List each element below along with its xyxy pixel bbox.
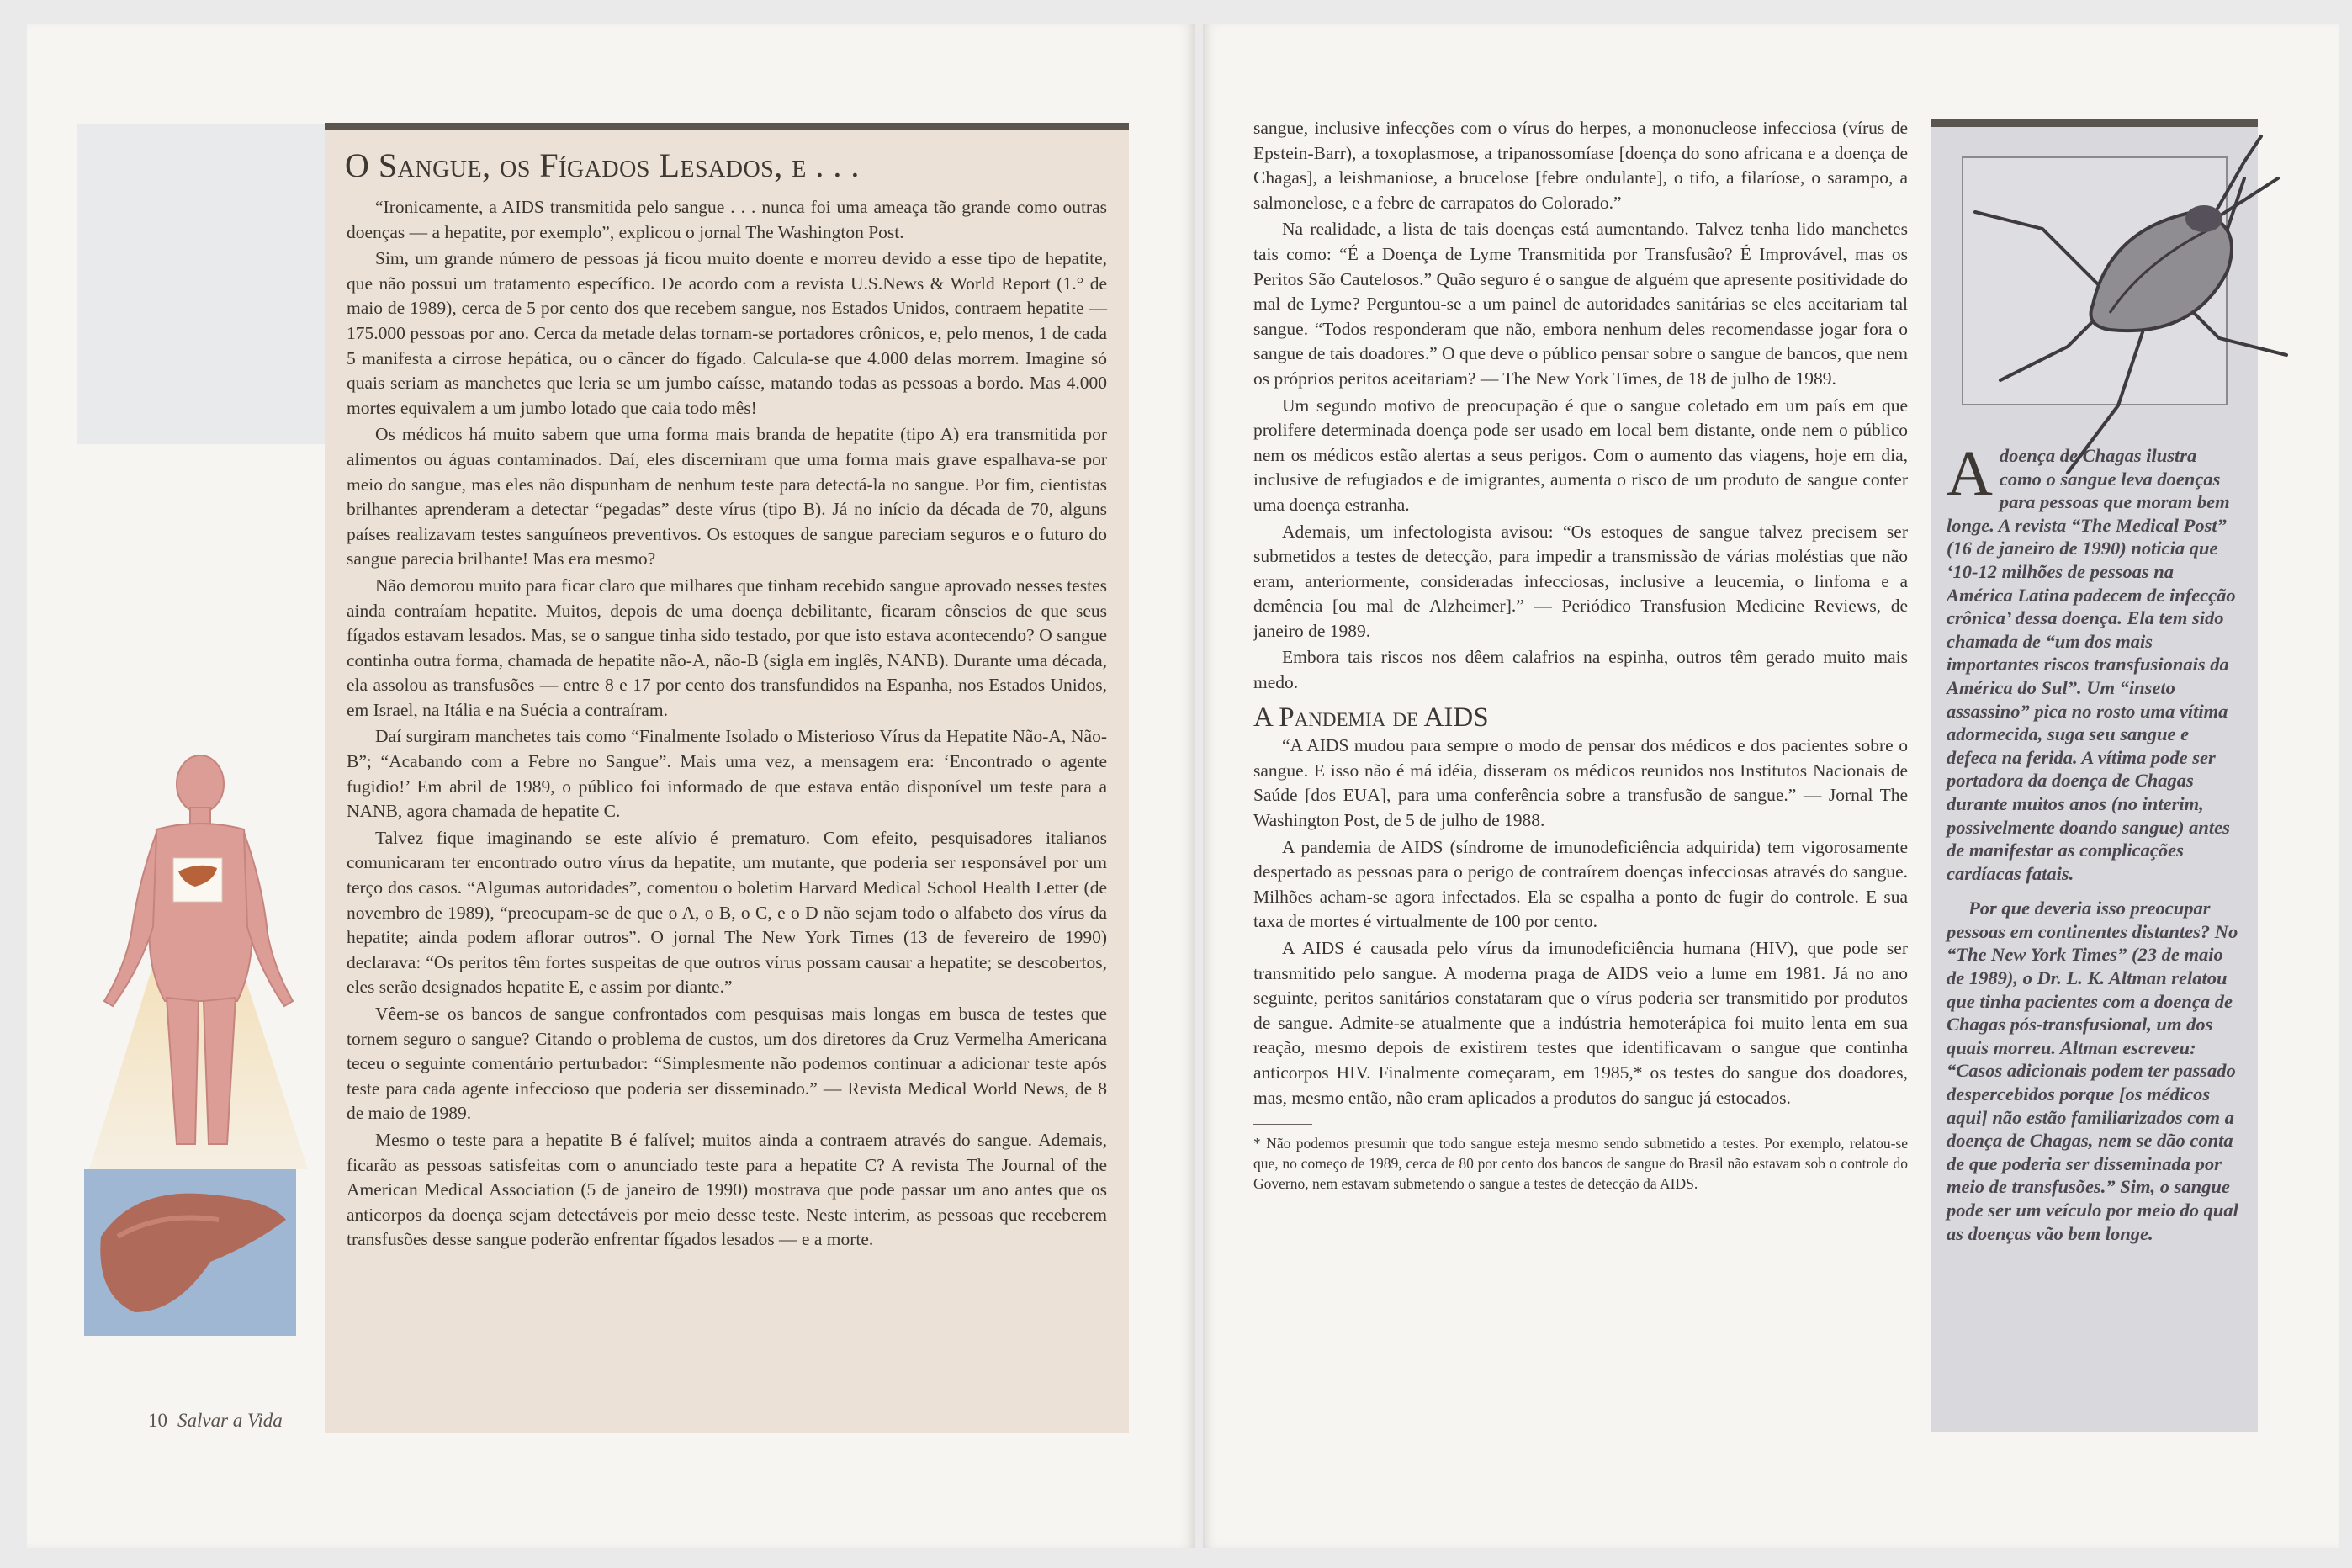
drop-cap: A — [1947, 438, 1993, 509]
body-paragraph: Embora tais riscos nos dêem calafrios na espinha, outros têm gerado muito mais medo. — [1253, 647, 1908, 693]
insect-illustration-frame — [1962, 156, 2228, 405]
sidebar-caption-1: doença de Chagas ilustra como o sangue leva doenças para pessoas que moram bem longe. A revista “The Medical Post” (16 de janeiro de 1990) noticia que ‘10-12 milhões de pessoas na América Latina padecem de infecção crônica’ dessa doença. Ela tem sido chamada de “um dos mais importantes riscos transfusionais da América do Sul”. Um “inseto assassino” pica no rosto uma vítima adormecida, suga seu sangue e defeca na ferida. A vítima pode ser portadora da doença de Chagas durante muitos anos (no interim, possivelmente doando sangue) antes de manifestar as complicações cardíacas fatais. — [1947, 445, 2236, 884]
chagas-sidebar — [1931, 119, 2258, 1432]
box-article-body — [347, 195, 1107, 1253]
box-paragraph: Os médicos há muito sabem que uma forma mais branda de hepatite (tipo A) era transmitida por alimentos ou águas contaminados. Daí, eles discerniram que uma forma mais grave espalhava-se por meio do sangue, mas eles não dispunham de nenhum teste para detectá-la no sangue. Por fim, cientistas brilhantes aprenderam a detectar “pegadas” deste vírus (tipo B). Já no início da década de 70, alguns países realizavam testes sanguíneos preventivos. Os estoques de sangue pareciam seguros e o futuro do sangue parecia brilhante! Mas era mesmo? — [347, 424, 1107, 569]
box-paragraph: “Ironicamente, a AIDS transmitida pelo sangue . . . nunca foi uma ameaça tão grande como outras doenças — a hepatite, por exemplo”, explicou o jornal The Washington Post. — [347, 197, 1107, 242]
right-main-column — [1253, 116, 1908, 1194]
body-paragraph: Na realidade, a lista de tais doenças está aumentando. Talvez tenha lido manchetes tais como: “É a Doença de Lyme Transmitida por Transfusão? É Improvável, mas os Peritos São Cautelosos.” Quão seguro é o sangue de alguém que apresente positividade do mal de Lyme? Perguntou-se a um painel de autoridades sanitárias se eles aceitariam tal sangue. “Todos responderam que não, embora nenhum deles recomendasse jogar fora o sangue de tais doadores.” O que deve o público pensar sobre o sangue de bancos, que nem os próprios peritos aceitariam? — The New York Times, de 18 de julho de 1989. — [1253, 219, 1908, 389]
box-article-title: O Sangue, os Fígados Lesados, e . . . — [345, 146, 860, 184]
page-number: 10 — [148, 1410, 167, 1431]
body-paragraph: A pandemia de AIDS (síndrome de imunodeficiência adquirida) tem vigorosamente despertado as pessoas para o perigo de contraírem doenças infecciosas através do sangue. Milhões acham-se agora infectados. Ela se espalha a ponto de fugir do controle. E sua taxa de mortes é virtualmente de 100 por cento. — [1253, 836, 1908, 932]
box-paragraph: Sim, um grande número de pessoas já ficou muito doente e morreu devido a esse tipo de hepatite, que não possui um tratamento específico. De acordo com a revista U.S.News & World Report (1.° de maio de 1989), cerca de 5 por cento dos que recebem sangue, nos Estados Unidos, contraem hepatite — 175.000 pessoas por ano. Cerca da metade delas tornam-se portadores crônicos, e, pelo menos, 1 de cada 5 manifesta a cirrose hepática, ou o câncer do fígado. Calcula-se que 4.000 delas morrem. Imagine só quais seriam as manchetes que leria se um jumbo caísse, matando todas as pessoas a bordo. Mas 4.000 mortes equivalem a um jumbo lotado que caia todo mês! — [347, 248, 1107, 418]
sidebar-top-rule — [1931, 119, 2258, 127]
box-paragraph: Talvez fique imaginando se este alívio é prematuro. Com efeito, pesquisadores italianos comunicaram ter encontrado outro vírus da hepatite, um mutante, que poderia ser responsável por um terço dos casos. “Algumas autoridades”, comentou o boletim Harvard Medical School Health Letter (de novembro de 1989), “preocupam-se de que o A, o B, o C, e o D não sejam todo o alfabeto dos vírus da hepatite; ainda podem aflorar outros”. O jornal The New York Times (13 de fevereiro de 1990) declarava: “Os peritos têm fortes suspeitas de que outros vírus possam causar a hepatite; se descobertos, eles serão designados hepatite E, e assim por diante.” — [347, 827, 1107, 998]
body-paragraph: A AIDS é causada pelo vírus da imunodeficiência humana (HIV), que pode ser transmitido pelo sangue. A moderna praga de AIDS veio a lume em 1981. Já no ano seguinte, peritos sanitários constataram que o vírus poderia ser transmitido por produtos de sangue. Admite-se atualmente que a indústria hemoterápica foi muito lenta em sua reação, mesmo depois de existirem testes que identificavam o sangue que continha anticorpos HIV. Finalmente começaram, em 1985,* os testes do sangue dos doadores, mas, mesmo então, não eram aplicados a produtos do sangue já estocados. — [1253, 938, 1908, 1108]
assassin-bug-icon — [1941, 128, 2295, 481]
sidebar-caption-2: Por que deveria isso preocupar pessoas em continentes distantes? No “The New York Times” (23 de maio de 1989), o Dr. L. K. Altman relatou que tinha pacientes com a doença de Chagas pós-transfusional, um dos quais morreu. Altman escreveu: “Casos adicionais podem ter passado despercebidos porque [os médicos aqui] não estão familiarizados com a doença de Chagas, nem se dão conta de que poderia ser disseminada por meio de transfusões.” Sim, o sangue pode ser um veículo por meio do qual as doenças vão bem longe. — [1947, 898, 2238, 1244]
bleed-through-shadow — [77, 124, 330, 444]
box-paragraph: Mesmo o teste para a hepatite B é falível; muitos ainda a contraem através do sangue. Ademais, ficarão as pessoas satisfeitas com o anunciado teste para a hepatite C? A revista The Journal of the American Medical Association (5 de janeiro de 1990) mostrava que pode passar um ano antes que os anticorpos da doença sejam detectáveis por meio desse teste. Neste interim, as pessoas que receberem transfusões desse sangue poderão enfrentar fígados lesados — e a morte. — [347, 1129, 1107, 1250]
body-paragraph: “A AIDS mudou para sempre o modo de pensar dos médicos e dos pacientes sobre o sangue. E isso não é má idéia, disseram os médicos reunidos nos Institutos Nacionais de Saúde [dos EUA], para uma conferência sobre a transfusão de sangue.” — Jornal The Washington Post, de 5 de julho de 1988. — [1253, 735, 1908, 831]
liver-icon — [84, 1169, 296, 1336]
footnote-divider — [1253, 1124, 1312, 1125]
liver-illustration — [84, 1169, 296, 1336]
page-footer — [148, 1410, 283, 1432]
human-body-illustration — [72, 749, 325, 1169]
boxed-article — [325, 123, 1129, 1433]
body-paragraph: sangue, inclusive infecções com o vírus do herpes, a mononucleose infecciosa (vírus de Epstein-Barr), a toxoplasmose, a tripanossomíase [doença do sono africana e a doença de Chagas], a leishmaniose, a brucelose [febre ondulante], o tifo, a filaríose, o sarampo, a salmonelose, e a febre de carrapatos do Colorado.” — [1253, 118, 1908, 213]
body-paragraph: Ademais, um infectologista avisou: “Os estoques de sangue talvez precisem ser submetidos a testes de detecção, para impedir a transmissão de várias moléstias que não eram, anteriormente, consideradas infecciosas, inclusive a leucemia, o linfoma e a demência [ou mal de Alzheimer].” — Periódico Transfusion Medicine Reviews, de janeiro de 1989. — [1253, 521, 1908, 641]
body-paragraph: Um segundo motivo de preocupação é que o sangue coletado em um país em que prolifere determinada doença pode ser usado em local bem distante, onde nem o público nem os médicos estão alertas a seus perigos. Com o aumento das viagens, hoje em dia, inclusive de refugiados e de imigrantes, aumenta o risco de um produto de sangue conter uma doença estranha. — [1253, 395, 1908, 515]
box-paragraph: Não demorou muito para ficar claro que milhares que tinham recebido sangue aprovado nesses testes ainda contraíam hepatite. Muitos, depois de uma doença debilitante, ficaram cônscios de que seus fígados estavam lesados. Mas, se o sangue tinha sido testado, por que isto estava acontecendo? O sangue continha outra forma, chamada de hepatite não-A, não-B (sigla em inglês, NANB). Durante uma década, ela assolou as transfusões — entre 8 e 17 por cento dos transfundidos na Espanha, nos Estados Unidos, em Israel, na Itália e na Suécia a contraíram. — [347, 575, 1107, 720]
sidebar-caption — [1947, 438, 2243, 1248]
running-footer: Salvar a Vida — [177, 1410, 283, 1431]
box-paragraph: Vêem-se os bancos de sangue confrontados com pesquisas mais longas em busca de testes que tornem seguro o sangue? Citando o problema de custos, um dos diretores da Cruz Vermelha Americana teceu o seguinte comentário perturbador: “Simplesmente não podemos continuar a adicionar teste após teste para cada agente infeccioso que poderia ser disseminado.” — Revista Medical World News, de 8 de maio de 1989. — [347, 1004, 1107, 1124]
footnote: * Não podemos presumir que todo sangue esteja mesmo sendo submetido a testes. Por exemplo, relatou-se que, no começo de 1989, cerca de 80 por cento dos bancos de sangue do Brasil não estavam sob o controle do Governo, nem estavam submetendo o sangue a testes de detecção da AIDS. — [1253, 1135, 1908, 1193]
box-paragraph: Daí surgiram manchetes tais como “Finalmente Isolado o Misterioso Vírus da Hepatite Não-A, Não-B”; “Acabando com a Febre no Sangue”. Mais uma vez, a mensagem era: ‘Encontrado o agente fugidio!’ Em abril de 1989, o público foi informado de que estava então disponível um teste para a NANB, agora chamada de hepatite C. — [347, 726, 1107, 822]
box-top-rule — [325, 123, 1129, 130]
section-heading: A Pandemia de AIDS — [1253, 702, 1489, 733]
